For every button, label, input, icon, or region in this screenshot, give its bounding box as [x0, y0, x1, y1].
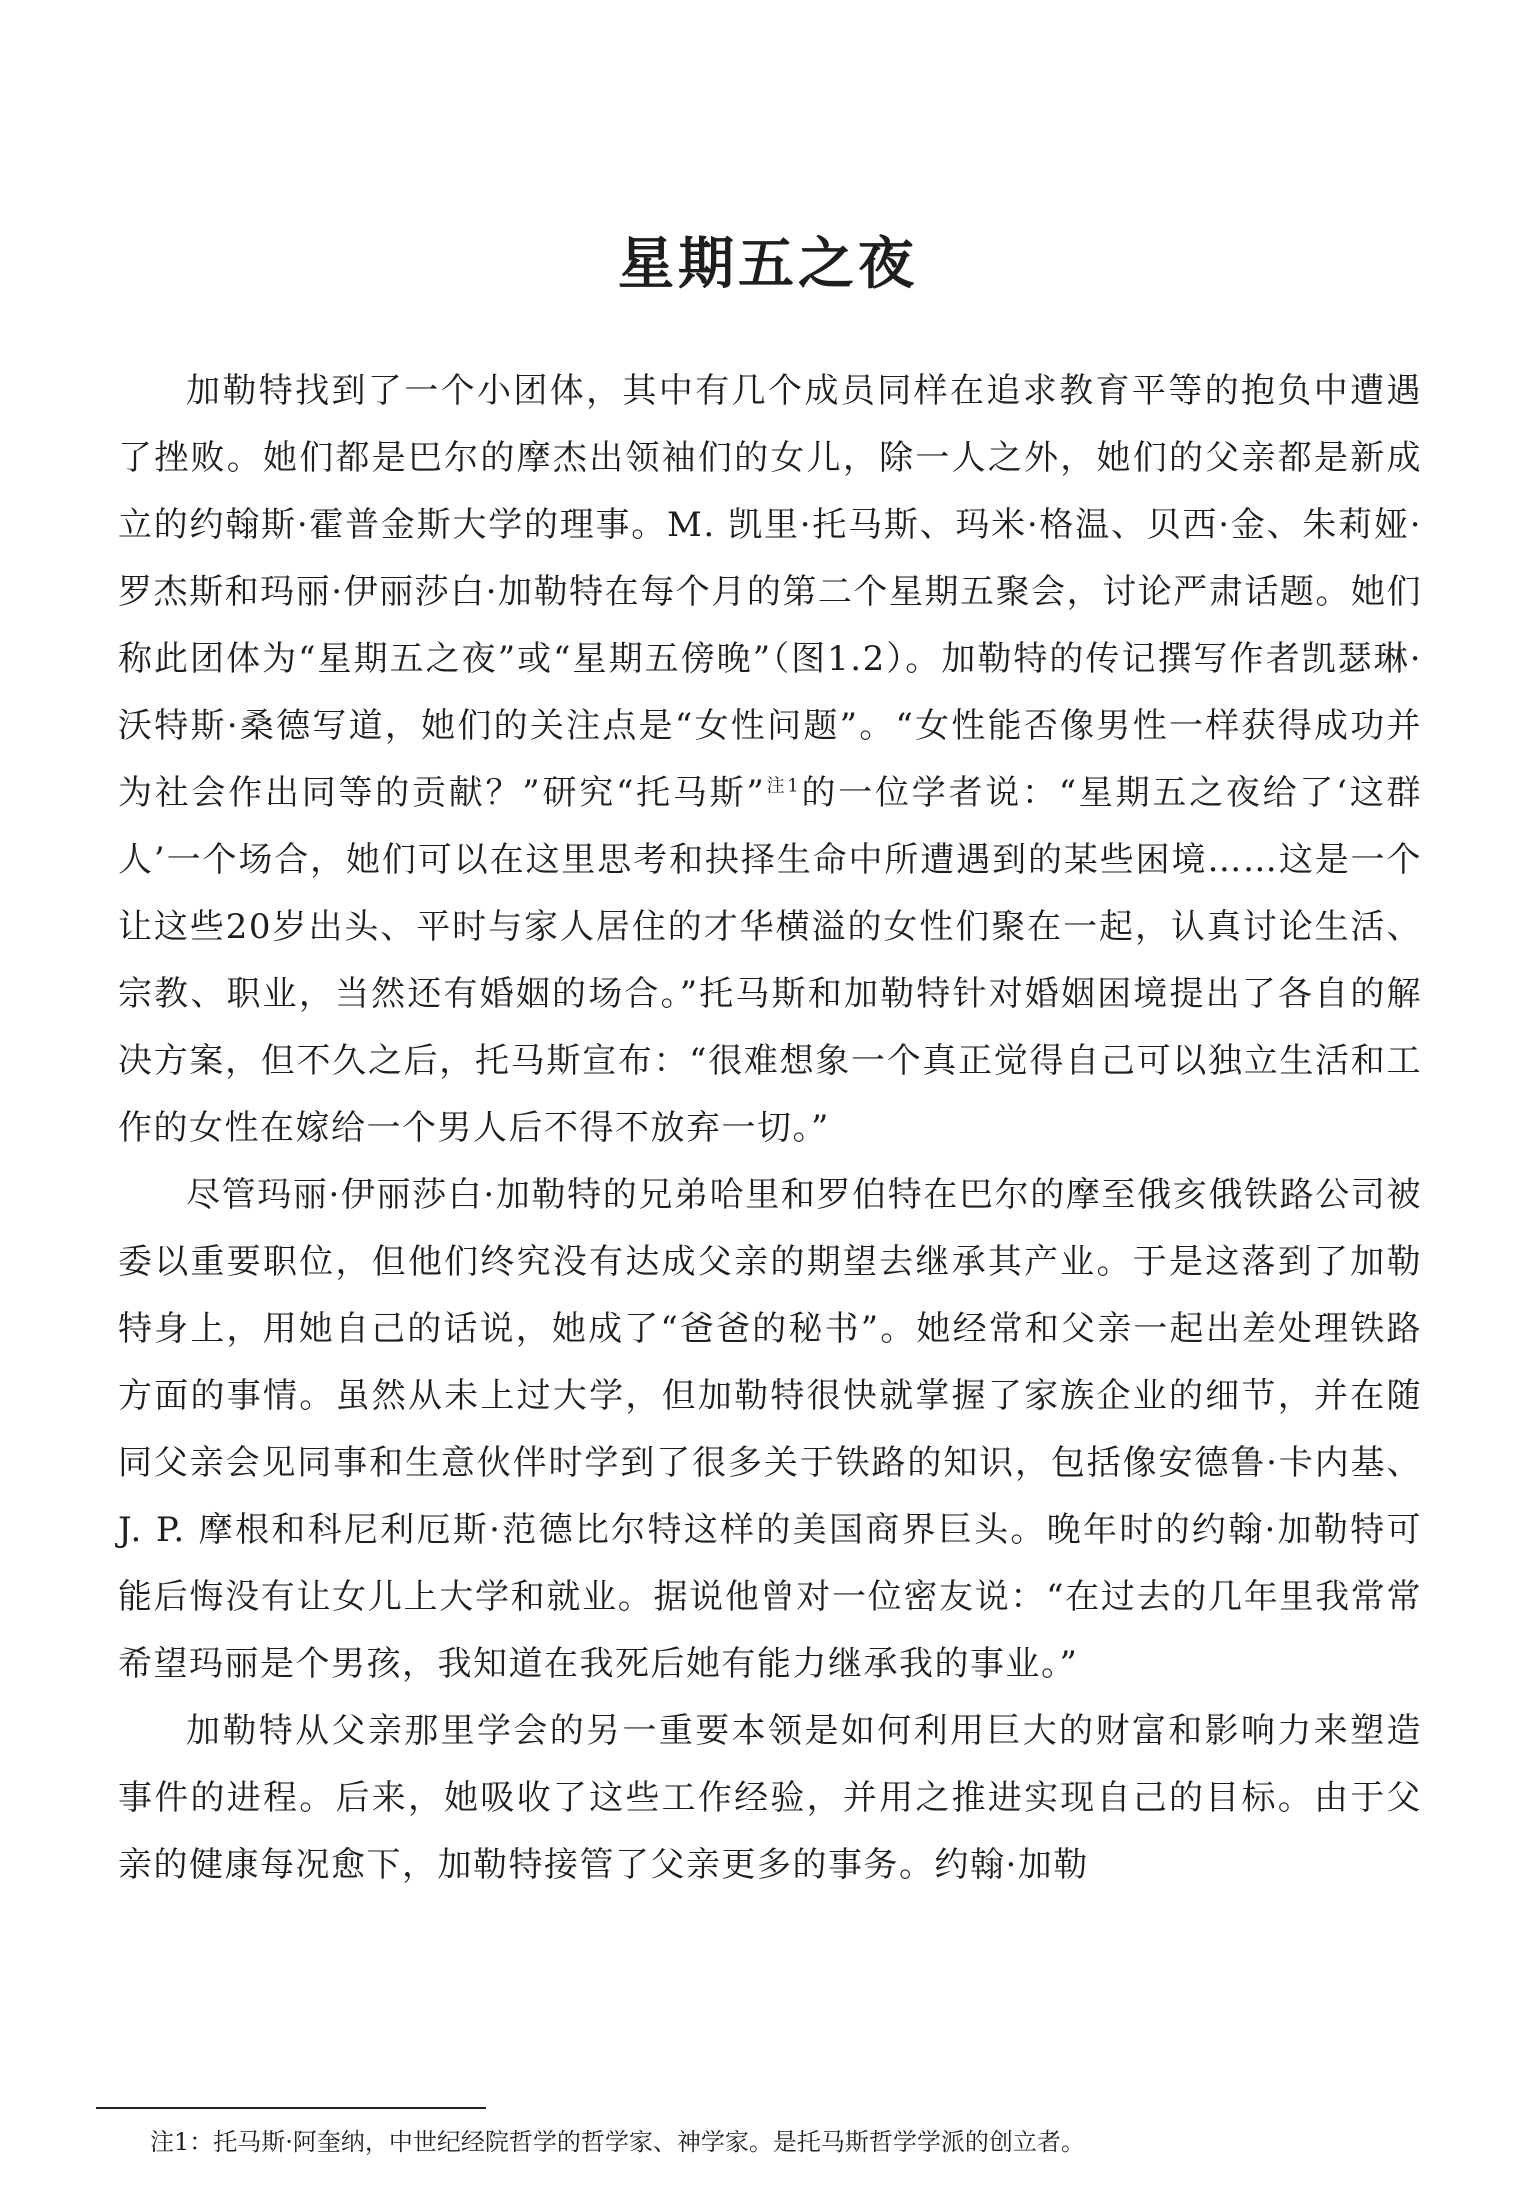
page-title: 星期五之夜 [618, 232, 918, 297]
footnote-reference: 注1 [765, 775, 801, 797]
paragraph-1-part-2: 的一位学者说：“星期五之夜给了‘这群人’一个场合，她们可以在这里思考和抉择生命中所遭遇到的某些困境……这是一个让这些20岁出头、平时与家人居住的才华横溢的女性们聚在一起，认真讨论生活、宗教、职业，当然还有婚姻的场合。”托马斯和加勒特针对婚姻困境提出了各自的解决方案，但不久之后，托马斯宣布：“很难想象一个真正觉得自己可以独立生活和工作的女性在嫁给一个男人后不得不放弃一切。” [118, 773, 1422, 1148]
footnote-divider [96, 2107, 486, 2109]
body-text [118, 358, 1422, 1899]
paragraph-2: 尽管玛丽·伊丽莎白·加勒特的兄弟哈里和罗伯特在巴尔的摩至俄亥俄铁路公司被委以重要职位，但他们终究没有达成父亲的期望去继承其产业。于是这落到了加勒特身上，用她自己的话说，她成了“爸爸的秘书”。她经常和父亲一起出差处理铁路方面的事情。虽然从未上过大学，但加勒特很快就掌握了家族企业的细节，并在随同父亲会见同事和生意伙伴时学到了很多关于铁路的知识，包括像安德鲁·卡内基、J. P. 摩根和科尼利厄斯·范德比尔特这样的美国商界巨头。晚年时的约翰·加勒特可能后悔没有让女儿上大学和就业。据说他曾对一位密友说：“在过去的几年里我常常希望玛丽是个男孩，我知道在我死后她有能力继承我的事业。” [118, 1175, 1422, 1684]
paragraph-1-part-1: 加勒特找到了一个小团体，其中有几个成员同样在追求教育平等的抱负中遭遇了挫败。她们都是巴尔的摩杰出领袖们的女儿，除一人之外，她们的父亲都是新成立的约翰斯·霍普金斯大学的理事。M. 凯里·托马斯、玛米·格温、贝西·金、朱莉娅·罗杰斯和玛丽·伊丽莎白·加勒特在每个月的第二个星期五聚会，讨论严肃话题。她们称此团体为“星期五之夜”或“星期五傍晚”（图1.2）。加勒特的传记撰写作者凯瑟琳·沃特斯·桑德写道，她们的关注点是“女性问题”。“女性能否像男性一样获得成功并为社会作出同等的贡献？”研究“托马斯” [118, 371, 1422, 813]
paragraph-3: 加勒特从父亲那里学会的另一重要本领是如何利用巨大的财富和影响力来塑造事件的进程。后来，她吸收了这些工作经验，并用之推进实现自己的目标。由于父亲的健康每况愈下，加勒特接管了父亲更多的事务。约翰·加勒 [118, 1711, 1422, 1885]
footnote: 注1：托马斯·阿奎纳，中世纪经院哲学的哲学家、神学家。是托马斯哲学学派的创立者。 [150, 2128, 1085, 2156]
paragraph-1 [118, 358, 1422, 1162]
